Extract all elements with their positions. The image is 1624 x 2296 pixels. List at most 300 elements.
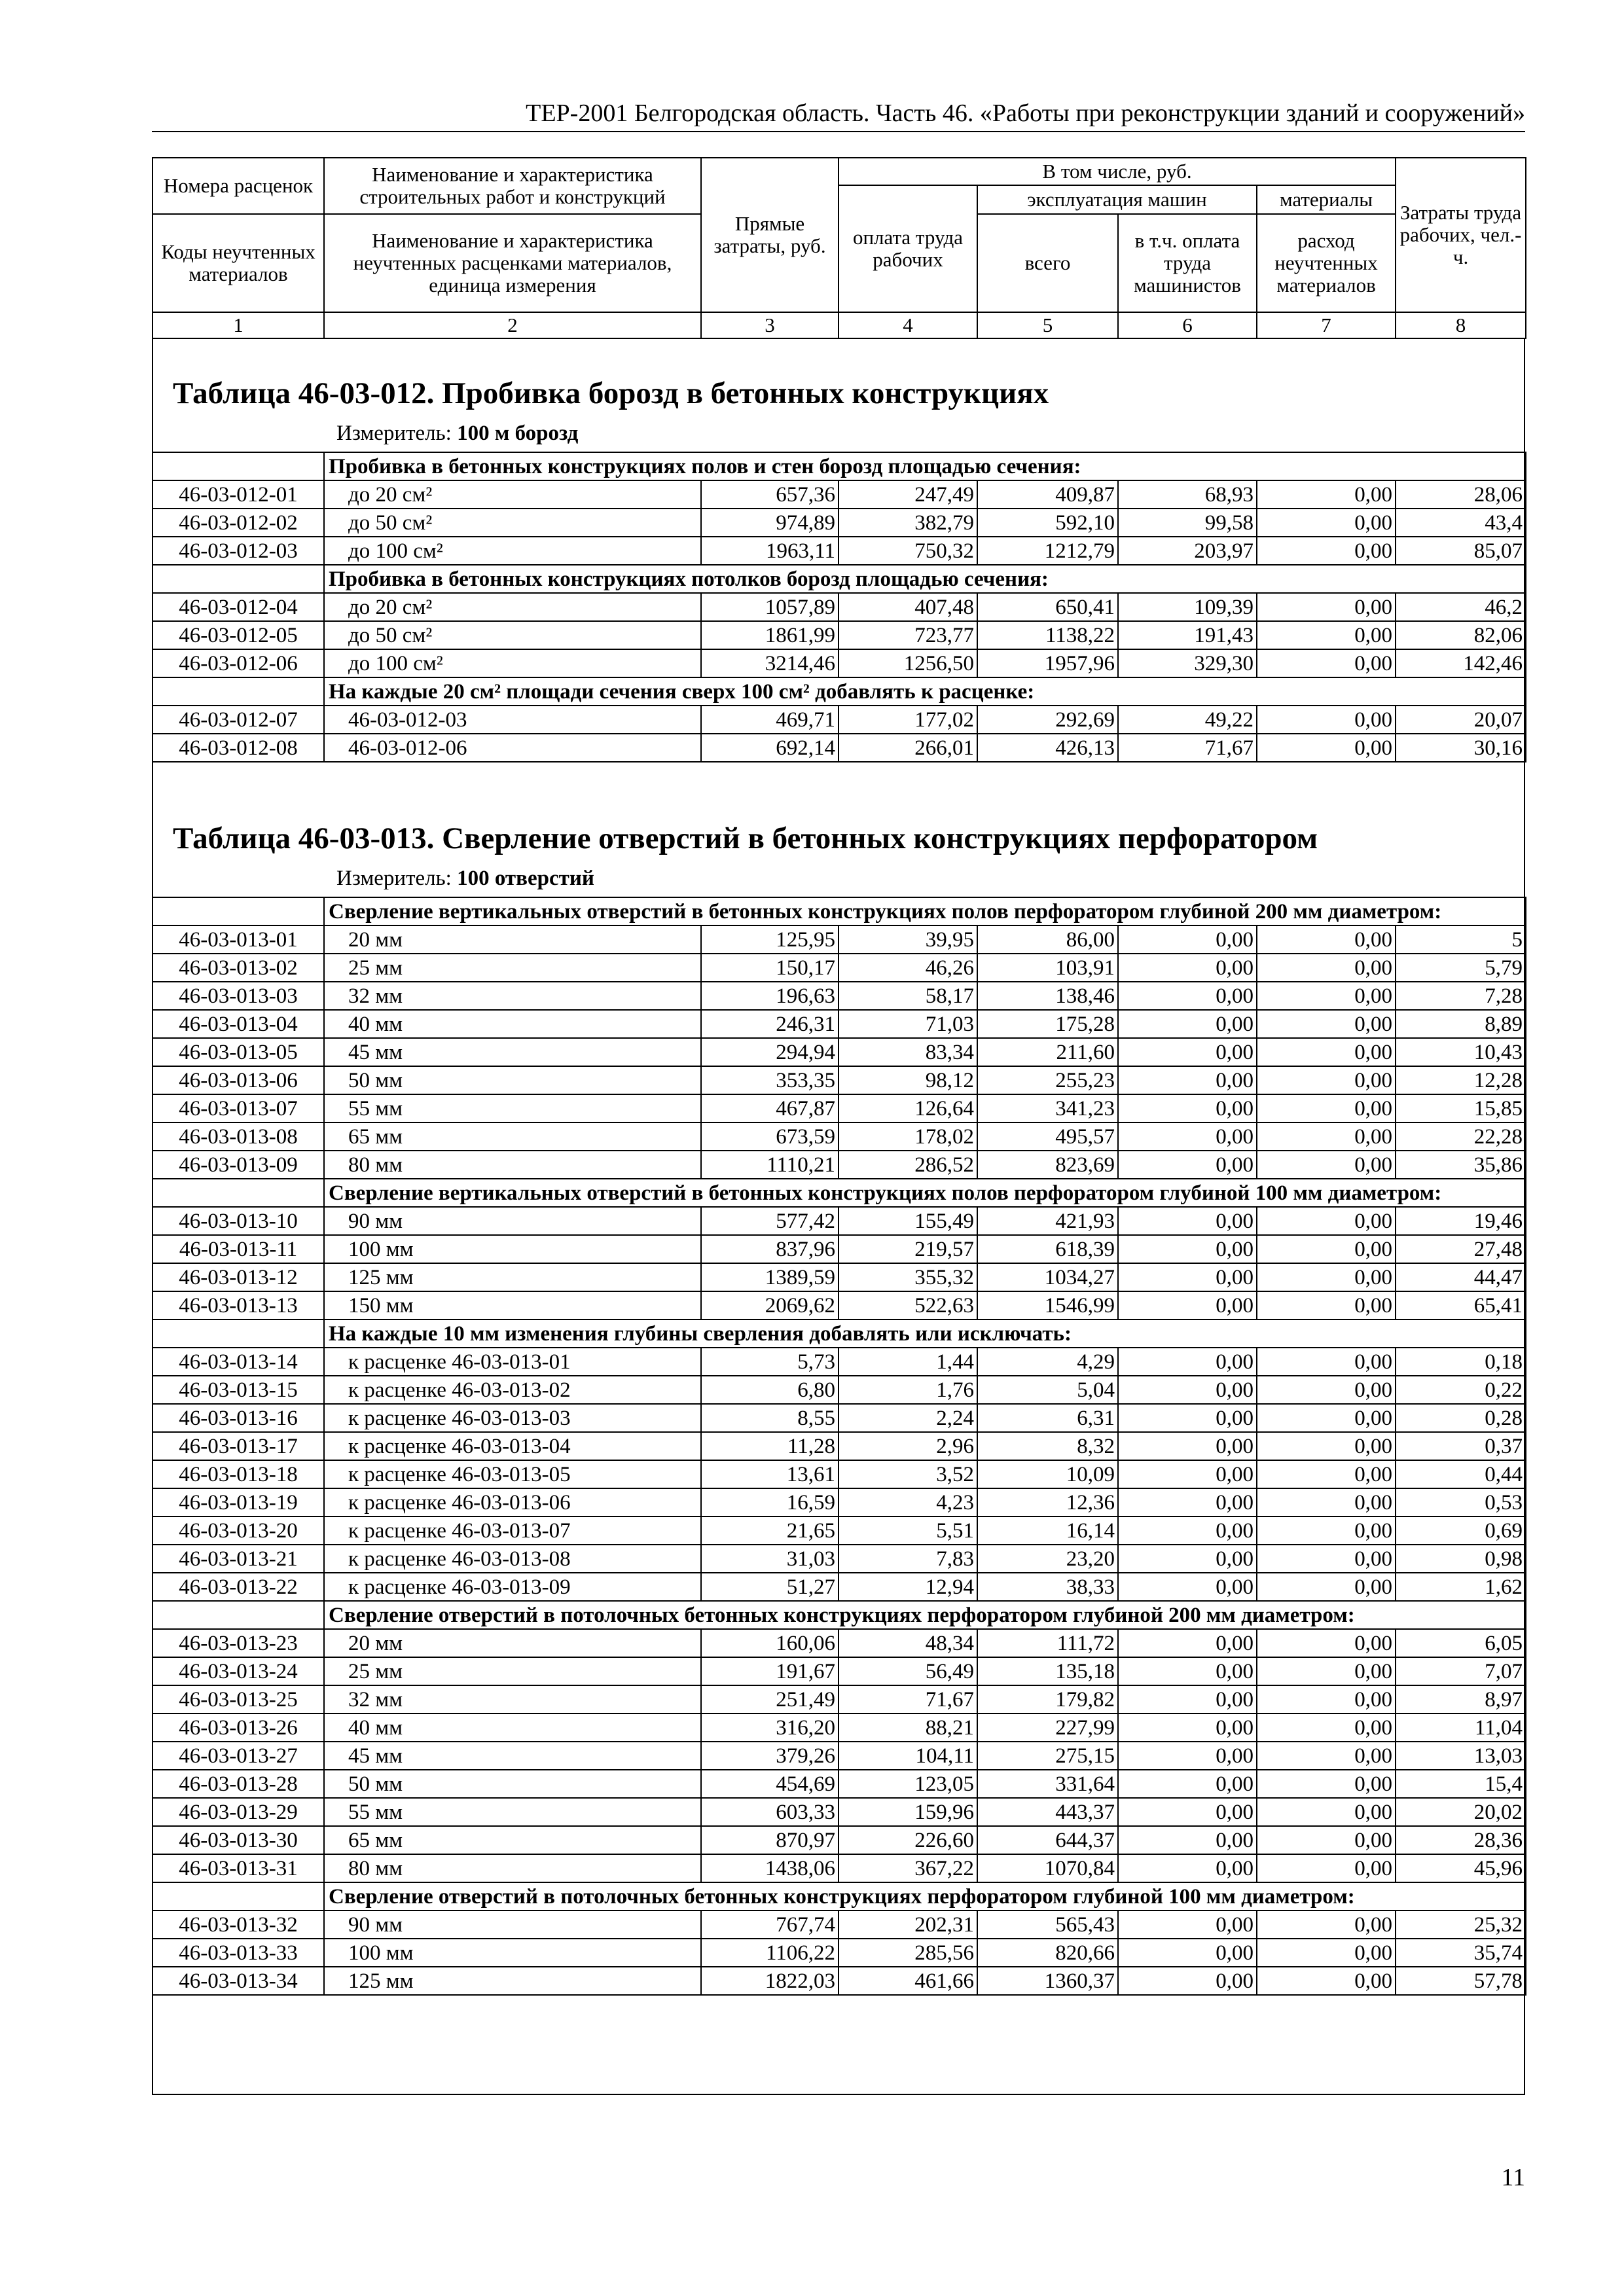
work-name-cell: 55 мм (324, 1798, 701, 1826)
machines-total-cell: 1360,37 (977, 1967, 1118, 1995)
work-name-cell: 80 мм (324, 1151, 701, 1179)
header-materials-use: расход неучтенных материалов (1257, 214, 1396, 312)
rate-code-cell: 46-03-013-29 (153, 1798, 324, 1826)
column-number: 4 (839, 312, 977, 338)
machinists-pay-cell: 71,67 (1118, 734, 1257, 762)
work-name-cell: к расценке 46-03-013-05 (324, 1460, 701, 1488)
subheading-row (153, 1601, 1526, 1629)
direct-costs-cell: 31,03 (701, 1545, 839, 1573)
labor-costs-cell: 46,2 (1396, 593, 1526, 621)
labor-costs-cell: 0,22 (1396, 1376, 1526, 1404)
machinists-pay-cell: 0,00 (1118, 1573, 1257, 1601)
rate-code-cell: 46-03-012-03 (153, 537, 324, 565)
labor-costs-cell: 45,96 (1396, 1854, 1526, 1882)
labor-costs-cell: 0,44 (1396, 1460, 1526, 1488)
rate-code-cell: 46-03-012-05 (153, 621, 324, 649)
table-row (153, 1798, 1526, 1826)
materials-use-cell: 0,00 (1257, 509, 1396, 537)
labor-pay-cell: 2,96 (839, 1432, 977, 1460)
labor-costs-cell: 6,05 (1396, 1629, 1526, 1657)
table-row (153, 1939, 1526, 1967)
table-row (153, 1066, 1526, 1094)
table-row (153, 1826, 1526, 1854)
machinists-pay-cell: 0,00 (1118, 1432, 1257, 1460)
measure-value: 100 м борозд (457, 422, 579, 445)
header-rule (152, 131, 1525, 132)
rate-code-cell: 46-03-013-18 (153, 1460, 324, 1488)
table-row (153, 1291, 1526, 1319)
labor-costs-cell: 7,07 (1396, 1657, 1526, 1685)
section-table (152, 452, 1526, 762)
work-name-cell: 46-03-012-06 (324, 734, 701, 762)
direct-costs-cell: 1438,06 (701, 1854, 839, 1882)
subheading-text: На каждые 20 см² площади сечения сверх 100 см² добавлять к расценке: (324, 677, 1526, 706)
work-name-cell: 25 мм (324, 1657, 701, 1685)
labor-costs-cell: 20,02 (1396, 1798, 1526, 1826)
header-labor-costs: Затраты труда рабочих, чел.-ч. (1396, 158, 1526, 312)
labor-costs-cell: 22,28 (1396, 1122, 1526, 1151)
rate-code-cell: 46-03-013-09 (153, 1151, 324, 1179)
machinists-pay-cell: 0,00 (1118, 1376, 1257, 1404)
machinists-pay-cell: 0,00 (1118, 1263, 1257, 1291)
machines-total-cell: 23,20 (977, 1545, 1118, 1573)
direct-costs-cell: 673,59 (701, 1122, 839, 1151)
machines-total-cell: 421,93 (977, 1207, 1118, 1235)
labor-pay-cell: 2,24 (839, 1404, 977, 1432)
direct-costs-cell: 316,20 (701, 1713, 839, 1742)
materials-use-cell: 0,00 (1257, 1939, 1396, 1967)
machinists-pay-cell: 191,43 (1118, 621, 1257, 649)
rate-code-cell: 46-03-013-13 (153, 1291, 324, 1319)
machines-total-cell: 4,29 (977, 1348, 1118, 1376)
work-name-cell: 32 мм (324, 1685, 701, 1713)
machinists-pay-cell: 0,00 (1118, 1629, 1257, 1657)
machinists-pay-cell: 0,00 (1118, 1066, 1257, 1094)
table-row (153, 1545, 1526, 1573)
labor-pay-cell: 750,32 (839, 537, 977, 565)
table-row (153, 1910, 1526, 1939)
header-machines-total: всего (977, 214, 1118, 312)
materials-use-cell: 0,00 (1257, 1967, 1396, 1995)
work-name-cell: 45 мм (324, 1742, 701, 1770)
direct-costs-cell: 870,97 (701, 1826, 839, 1854)
table-row (153, 1263, 1526, 1291)
machines-total-cell: 565,43 (977, 1910, 1118, 1939)
labor-costs-cell: 0,69 (1396, 1516, 1526, 1545)
materials-use-cell: 0,00 (1257, 734, 1396, 762)
subheading-row (153, 565, 1526, 593)
work-name-cell: 65 мм (324, 1122, 701, 1151)
work-name-cell: 90 мм (324, 1207, 701, 1235)
table-row (153, 925, 1526, 954)
table-row (153, 649, 1526, 677)
rate-code-cell: 46-03-013-04 (153, 1010, 324, 1038)
direct-costs-cell: 16,59 (701, 1488, 839, 1516)
labor-pay-cell: 48,34 (839, 1629, 977, 1657)
machines-total-cell: 16,14 (977, 1516, 1118, 1545)
labor-costs-cell: 15,85 (1396, 1094, 1526, 1122)
work-name-cell: 55 мм (324, 1094, 701, 1122)
labor-costs-cell: 57,78 (1396, 1967, 1526, 1995)
subheading-text: Сверление вертикальных отверстий в бетонных конструкциях полов перфоратором глубиной 100 мм диаметром: (324, 1179, 1526, 1207)
labor-costs-cell: 65,41 (1396, 1291, 1526, 1319)
labor-costs-cell: 11,04 (1396, 1713, 1526, 1742)
labor-costs-cell: 30,16 (1396, 734, 1526, 762)
materials-use-cell: 0,00 (1257, 649, 1396, 677)
work-name-cell: 50 мм (324, 1770, 701, 1798)
labor-costs-cell: 44,47 (1396, 1263, 1526, 1291)
table-row (153, 1151, 1526, 1179)
subheading-text: Пробивка в бетонных конструкциях полов и стен борозд площадью сечения: (324, 452, 1526, 480)
rate-code-cell: 46-03-013-03 (153, 982, 324, 1010)
direct-costs-cell: 974,89 (701, 509, 839, 537)
labor-costs-cell: 28,06 (1396, 480, 1526, 509)
machinists-pay-cell: 0,00 (1118, 1967, 1257, 1995)
subheading-text: Пробивка в бетонных конструкциях потолков борозд площадью сечения: (324, 565, 1526, 593)
header-material-codes: Коды неучтенных материалов (153, 214, 324, 312)
materials-use-cell: 0,00 (1257, 1348, 1396, 1376)
machines-total-cell: 443,37 (977, 1798, 1118, 1826)
machinists-pay-cell: 0,00 (1118, 1939, 1257, 1967)
machines-total-cell: 12,36 (977, 1488, 1118, 1516)
rate-code-cell: 46-03-013-20 (153, 1516, 324, 1545)
materials-use-cell: 0,00 (1257, 1910, 1396, 1939)
rate-code-cell: 46-03-013-11 (153, 1235, 324, 1263)
machines-total-cell: 179,82 (977, 1685, 1118, 1713)
labor-pay-cell: 39,95 (839, 925, 977, 954)
work-name-cell: к расценке 46-03-013-04 (324, 1432, 701, 1460)
direct-costs-cell: 657,36 (701, 480, 839, 509)
work-name-cell: 20 мм (324, 1629, 701, 1657)
table-row (153, 1770, 1526, 1798)
machines-total-cell: 1034,27 (977, 1263, 1118, 1291)
machinists-pay-cell: 0,00 (1118, 1151, 1257, 1179)
work-name-cell: 125 мм (324, 1263, 701, 1291)
labor-costs-cell: 142,46 (1396, 649, 1526, 677)
labor-costs-cell: 5,79 (1396, 954, 1526, 982)
header-material-names: Наименование и характеристика неучтенных расценками материалов, единица измерения (324, 214, 701, 312)
labor-costs-cell: 5 (1396, 925, 1526, 954)
materials-use-cell: 0,00 (1257, 1685, 1396, 1713)
labor-costs-cell: 0,53 (1396, 1488, 1526, 1516)
rate-code-cell: 46-03-013-27 (153, 1742, 324, 1770)
work-name-cell: 100 мм (324, 1939, 701, 1967)
machinists-pay-cell: 0,00 (1118, 1516, 1257, 1545)
machinists-pay-cell: 0,00 (1118, 1010, 1257, 1038)
materials-use-cell: 0,00 (1257, 1629, 1396, 1657)
table-row (153, 1685, 1526, 1713)
labor-pay-cell: 382,79 (839, 509, 977, 537)
rate-code-cell: 46-03-013-33 (153, 1939, 324, 1967)
direct-costs-cell: 3214,46 (701, 649, 839, 677)
labor-pay-cell: 247,49 (839, 480, 977, 509)
rate-code-cell: 46-03-013-08 (153, 1122, 324, 1151)
direct-costs-cell: 160,06 (701, 1629, 839, 1657)
machinists-pay-cell: 0,00 (1118, 1207, 1257, 1235)
work-name-cell: к расценке 46-03-013-08 (324, 1545, 701, 1573)
direct-costs-cell: 1822,03 (701, 1967, 839, 1995)
machines-total-cell: 6,31 (977, 1404, 1118, 1432)
table-row (153, 1629, 1526, 1657)
blank-cell (153, 1601, 324, 1629)
materials-use-cell: 0,00 (1257, 1713, 1396, 1742)
materials-use-cell: 0,00 (1257, 982, 1396, 1010)
work-name-cell: 46-03-012-03 (324, 706, 701, 734)
rate-code-cell: 46-03-013-22 (153, 1573, 324, 1601)
machines-total-cell: 426,13 (977, 734, 1118, 762)
table-row (153, 1432, 1526, 1460)
direct-costs-cell: 150,17 (701, 954, 839, 982)
labor-pay-cell: 3,52 (839, 1460, 977, 1488)
labor-pay-cell: 123,05 (839, 1770, 977, 1798)
work-name-cell: к расценке 46-03-013-02 (324, 1376, 701, 1404)
table-row (153, 509, 1526, 537)
rate-code-cell: 46-03-013-30 (153, 1826, 324, 1854)
materials-use-cell: 0,00 (1257, 480, 1396, 509)
labor-pay-cell: 155,49 (839, 1207, 977, 1235)
table-row (153, 621, 1526, 649)
machines-total-cell: 495,57 (977, 1122, 1118, 1151)
table-row (153, 1376, 1526, 1404)
machines-total-cell: 331,64 (977, 1770, 1118, 1798)
subheading-row (153, 677, 1526, 706)
labor-pay-cell: 266,01 (839, 734, 977, 762)
table-row (153, 734, 1526, 762)
direct-costs-cell: 51,27 (701, 1573, 839, 1601)
machines-total-cell: 409,87 (977, 480, 1118, 509)
rate-code-cell: 46-03-013-12 (153, 1263, 324, 1291)
direct-costs-cell: 379,26 (701, 1742, 839, 1770)
table-row (153, 1404, 1526, 1432)
rate-code-cell: 46-03-013-32 (153, 1910, 324, 1939)
labor-costs-cell: 19,46 (1396, 1207, 1526, 1235)
machinists-pay-cell: 0,00 (1118, 1094, 1257, 1122)
section-table (152, 897, 1526, 1996)
labor-pay-cell: 522,63 (839, 1291, 977, 1319)
machinists-pay-cell: 0,00 (1118, 982, 1257, 1010)
rate-code-cell: 46-03-012-07 (153, 706, 324, 734)
work-name-cell: до 20 см² (324, 593, 701, 621)
direct-costs-cell: 692,14 (701, 734, 839, 762)
table-row (153, 1460, 1526, 1488)
labor-pay-cell: 1,76 (839, 1376, 977, 1404)
header-labor-pay: оплата труда рабочих (839, 185, 977, 312)
work-name-cell: 80 мм (324, 1854, 701, 1882)
labor-costs-cell: 7,28 (1396, 982, 1526, 1010)
rate-code-cell: 46-03-013-26 (153, 1713, 324, 1742)
machines-total-cell: 38,33 (977, 1573, 1118, 1601)
work-name-cell: 150 мм (324, 1291, 701, 1319)
materials-use-cell: 0,00 (1257, 1291, 1396, 1319)
labor-costs-cell: 10,43 (1396, 1038, 1526, 1066)
labor-costs-cell: 85,07 (1396, 537, 1526, 565)
column-number: 8 (1396, 312, 1526, 338)
machinists-pay-cell: 0,00 (1118, 1798, 1257, 1826)
machinists-pay-cell: 0,00 (1118, 1854, 1257, 1882)
labor-costs-cell: 1,62 (1396, 1573, 1526, 1601)
work-name-cell: до 100 см² (324, 537, 701, 565)
work-name-cell: 20 мм (324, 925, 701, 954)
blank-cell (153, 897, 324, 925)
machines-total-cell: 227,99 (977, 1713, 1118, 1742)
column-number: 3 (701, 312, 839, 338)
labor-costs-cell: 0,18 (1396, 1348, 1526, 1376)
labor-pay-cell: 88,21 (839, 1713, 977, 1742)
machines-total-cell: 1957,96 (977, 649, 1118, 677)
direct-costs-cell: 6,80 (701, 1376, 839, 1404)
machines-total-cell: 255,23 (977, 1066, 1118, 1094)
machinists-pay-cell: 0,00 (1118, 1404, 1257, 1432)
labor-pay-cell: 56,49 (839, 1657, 977, 1685)
labor-pay-cell: 4,23 (839, 1488, 977, 1516)
document-header: ТЕР-2001 Белгородская область. Часть 46. «Работы при реконструкции зданий и сооружений» (526, 99, 1525, 127)
column-number: 2 (324, 312, 701, 338)
rate-code-cell: 46-03-012-08 (153, 734, 324, 762)
header-direct-costs: Прямые затраты, руб. (701, 158, 839, 312)
machines-total-cell: 111,72 (977, 1629, 1118, 1657)
machinists-pay-cell: 203,97 (1118, 537, 1257, 565)
work-name-cell: к расценке 46-03-013-07 (324, 1516, 701, 1545)
materials-use-cell: 0,00 (1257, 593, 1396, 621)
labor-costs-cell: 82,06 (1396, 621, 1526, 649)
subheading-row (153, 1319, 1526, 1348)
work-name-cell: до 50 см² (324, 509, 701, 537)
section-title: Таблица 46-03-012. Пробивка борозд в бетонных конструкциях (173, 376, 1049, 410)
machinists-pay-cell: 0,00 (1118, 1291, 1257, 1319)
machines-total-cell: 211,60 (977, 1038, 1118, 1066)
table-row (153, 1657, 1526, 1685)
table-row (153, 1010, 1526, 1038)
rate-code-cell: 46-03-013-21 (153, 1545, 324, 1573)
direct-costs-cell: 454,69 (701, 1770, 839, 1798)
table-row (153, 480, 1526, 509)
labor-costs-cell: 13,03 (1396, 1742, 1526, 1770)
labor-pay-cell: 219,57 (839, 1235, 977, 1263)
direct-costs-cell: 125,95 (701, 925, 839, 954)
labor-costs-cell: 35,86 (1396, 1151, 1526, 1179)
direct-costs-cell: 8,55 (701, 1404, 839, 1432)
work-name-cell: 25 мм (324, 954, 701, 982)
machines-total-cell: 135,18 (977, 1657, 1118, 1685)
machinists-pay-cell: 0,00 (1118, 1910, 1257, 1939)
work-name-cell: к расценке 46-03-013-09 (324, 1573, 701, 1601)
machinists-pay-cell: 0,00 (1118, 1460, 1257, 1488)
labor-costs-cell: 0,28 (1396, 1404, 1526, 1432)
rate-code-cell: 46-03-013-01 (153, 925, 324, 954)
table-row (153, 982, 1526, 1010)
rate-code-cell: 46-03-013-02 (153, 954, 324, 982)
work-name-cell: 40 мм (324, 1010, 701, 1038)
measure-label: Измеритель: (336, 422, 452, 445)
header-materials: материалы (1257, 185, 1396, 214)
machinists-pay-cell: 49,22 (1118, 706, 1257, 734)
machines-total-cell: 823,69 (977, 1151, 1118, 1179)
materials-use-cell: 0,00 (1257, 1854, 1396, 1882)
labor-pay-cell: 1,44 (839, 1348, 977, 1376)
subheading-text: Сверление отверстий в потолочных бетонных конструкциях перфоратором глубиной 200 мм диаметром: (324, 1601, 1526, 1629)
column-number: 1 (153, 312, 324, 338)
labor-costs-cell: 12,28 (1396, 1066, 1526, 1094)
work-name-cell: 45 мм (324, 1038, 701, 1066)
work-name-cell: 50 мм (324, 1066, 701, 1094)
work-name-cell: 125 мм (324, 1967, 701, 1995)
machines-total-cell: 1546,99 (977, 1291, 1118, 1319)
section-measure (336, 422, 578, 446)
machines-total-cell: 341,23 (977, 1094, 1118, 1122)
machines-total-cell: 1070,84 (977, 1854, 1118, 1882)
rate-code-cell: 46-03-013-16 (153, 1404, 324, 1432)
labor-pay-cell: 1256,50 (839, 649, 977, 677)
table-row (153, 706, 1526, 734)
materials-use-cell: 0,00 (1257, 1657, 1396, 1685)
table-row (153, 1207, 1526, 1235)
table-row (153, 1348, 1526, 1376)
blank-cell (153, 1179, 324, 1207)
header-machines: эксплуатация машин (977, 185, 1257, 214)
subheading-row (153, 897, 1526, 925)
machinists-pay-cell: 109,39 (1118, 593, 1257, 621)
labor-pay-cell: 126,64 (839, 1094, 977, 1122)
labor-pay-cell: 58,17 (839, 982, 977, 1010)
machinists-pay-cell: 0,00 (1118, 1038, 1257, 1066)
rate-code-cell: 46-03-012-06 (153, 649, 324, 677)
rate-code-cell: 46-03-013-06 (153, 1066, 324, 1094)
direct-costs-cell: 577,42 (701, 1207, 839, 1235)
machinists-pay-cell: 99,58 (1118, 509, 1257, 537)
materials-use-cell: 0,00 (1257, 925, 1396, 954)
blank-cell (153, 565, 324, 593)
machines-total-cell: 10,09 (977, 1460, 1118, 1488)
machines-total-cell: 138,46 (977, 982, 1118, 1010)
machinists-pay-cell: 0,00 (1118, 1488, 1257, 1516)
work-name-cell: до 50 см² (324, 621, 701, 649)
materials-use-cell: 0,00 (1257, 1122, 1396, 1151)
direct-costs-cell: 11,28 (701, 1432, 839, 1460)
machinists-pay-cell: 0,00 (1118, 1348, 1257, 1376)
machinists-pay-cell: 68,93 (1118, 480, 1257, 509)
direct-costs-cell: 294,94 (701, 1038, 839, 1066)
table-body-frame (152, 338, 1525, 2095)
work-name-cell: до 100 см² (324, 649, 701, 677)
machinists-pay-cell: 0,00 (1118, 1657, 1257, 1685)
machines-total-cell: 618,39 (977, 1235, 1118, 1263)
materials-use-cell: 0,00 (1257, 537, 1396, 565)
machines-total-cell: 275,15 (977, 1742, 1118, 1770)
direct-costs-cell: 837,96 (701, 1235, 839, 1263)
header-rate-numbers: Номера расценок (153, 158, 324, 214)
subheading-row (153, 1179, 1526, 1207)
blank-cell (153, 452, 324, 480)
subheading-text: На каждые 10 мм изменения глубины сверления добавлять или исключать: (324, 1319, 1526, 1348)
labor-costs-cell: 25,32 (1396, 1910, 1526, 1939)
rate-code-cell: 46-03-012-01 (153, 480, 324, 509)
page-number: 11 (1501, 2164, 1525, 2191)
direct-costs-cell: 767,74 (701, 1910, 839, 1939)
labor-pay-cell: 407,48 (839, 593, 977, 621)
materials-use-cell: 0,00 (1257, 1770, 1396, 1798)
table-row (153, 1713, 1526, 1742)
materials-use-cell: 0,00 (1257, 1573, 1396, 1601)
labor-pay-cell: 367,22 (839, 1854, 977, 1882)
machines-total-cell: 592,10 (977, 509, 1118, 537)
machines-total-cell: 103,91 (977, 954, 1118, 982)
labor-pay-cell: 461,66 (839, 1967, 977, 1995)
materials-use-cell: 0,00 (1257, 1376, 1396, 1404)
labor-costs-cell: 20,07 (1396, 706, 1526, 734)
rate-code-cell: 46-03-013-14 (153, 1348, 324, 1376)
rate-code-cell: 46-03-013-23 (153, 1629, 324, 1657)
labor-pay-cell: 285,56 (839, 1939, 977, 1967)
